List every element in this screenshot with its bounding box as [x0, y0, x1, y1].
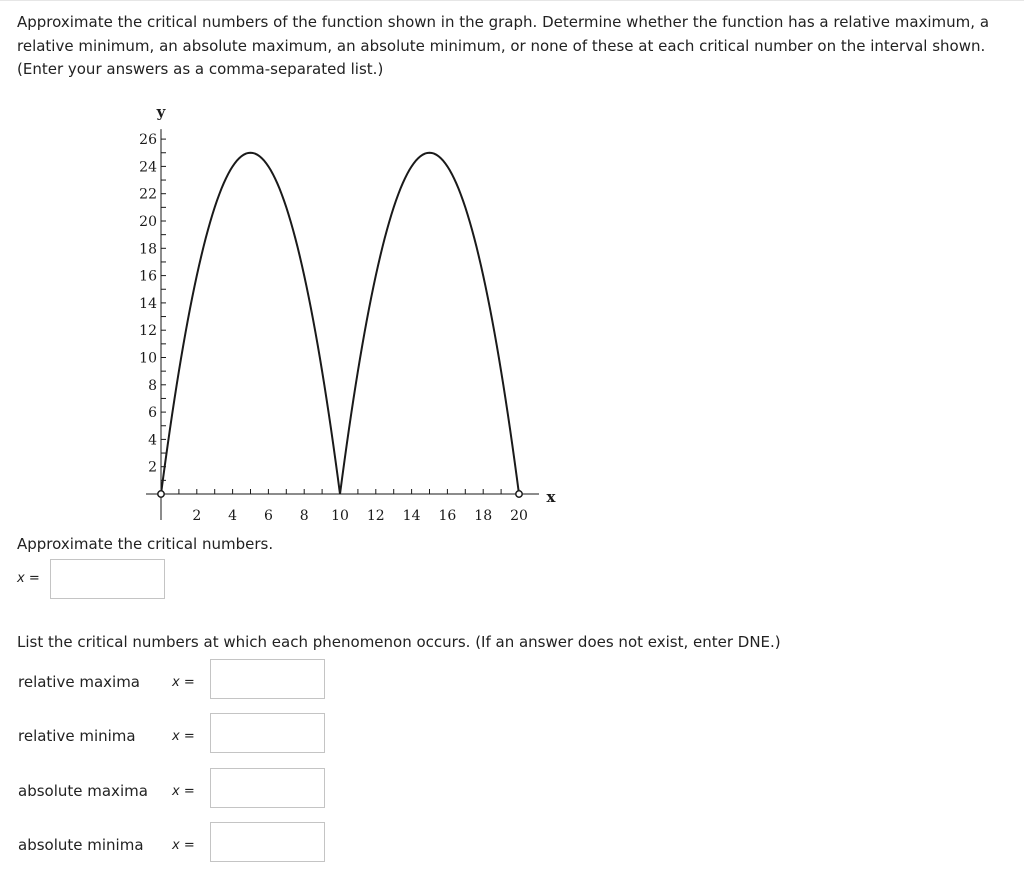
x-tick-label: 20	[510, 508, 528, 524]
y-axis-label: y	[156, 103, 166, 122]
question-line: relative minimum, an absolute maximum, an absolute minimum, or none of these at each critical number on the interval shown.	[17, 36, 986, 55]
x-tick-label: 2	[192, 508, 202, 524]
x-tick-label: 8	[299, 508, 309, 524]
x-equals-label: x =	[172, 675, 195, 690]
critical-numbers-input[interactable]	[50, 559, 165, 599]
absolute-maxima-input[interactable]	[210, 768, 325, 808]
x-tick-label: 10	[331, 508, 349, 524]
function-curve	[161, 153, 519, 494]
question-line: Approximate the critical numbers of the function shown in the graph. Determine whether the function has a relative maximum, a	[17, 13, 990, 31]
x-tick-label: 6	[263, 508, 273, 524]
y-tick-label: 8	[148, 377, 157, 394]
y-tick-label: 6	[148, 405, 157, 422]
phenomenon-prompt: List the critical numbers at which each phenomenon occurs. (If an answer does not exist, enter DNE.)	[17, 633, 781, 651]
y-tick-label: 24	[139, 159, 157, 176]
y-tick-label: 16	[139, 268, 157, 285]
open-endpoint	[158, 491, 164, 497]
y-tick-label: 4	[148, 432, 157, 449]
y-tick-label: 20	[139, 214, 157, 230]
relative-minima-input[interactable]	[210, 713, 325, 753]
y-tick-label: 2	[148, 459, 157, 476]
critical-numbers-prompt: Approximate the critical numbers.	[17, 535, 274, 553]
x-equals-label: x =	[172, 838, 195, 853]
relative-minima-label: relative minima	[18, 727, 136, 745]
y-tick-label: 14	[139, 295, 157, 312]
x-axis-label: x	[546, 488, 556, 506]
x-tick-label: 4	[228, 508, 238, 524]
y-tick-label: 18	[139, 241, 157, 258]
absolute-maxima-label: absolute maxima	[18, 782, 148, 800]
y-tick-label: 12	[139, 323, 157, 340]
relative-maxima-input[interactable]	[210, 659, 325, 699]
y-tick-label: 10	[139, 350, 157, 367]
x-tick-label: 18	[474, 508, 493, 524]
question-line: (Enter your answers as a comma-separated list.)	[17, 60, 384, 78]
relative-maxima-label: relative maxima	[18, 673, 140, 691]
x-equals-label: x =	[17, 571, 40, 586]
x-tick-label: 12	[366, 508, 385, 524]
x-equals-label: x =	[172, 784, 195, 799]
absolute-minima-input[interactable]	[210, 822, 325, 862]
x-tick-label: 14	[402, 508, 421, 524]
y-tick-label: 26	[139, 132, 157, 149]
absolute-minima-label: absolute minima	[18, 836, 144, 854]
open-endpoint	[516, 491, 522, 497]
x-equals-label: x =	[172, 729, 195, 744]
x-tick-label: 16	[438, 508, 457, 524]
y-tick-label: 22	[139, 186, 157, 203]
